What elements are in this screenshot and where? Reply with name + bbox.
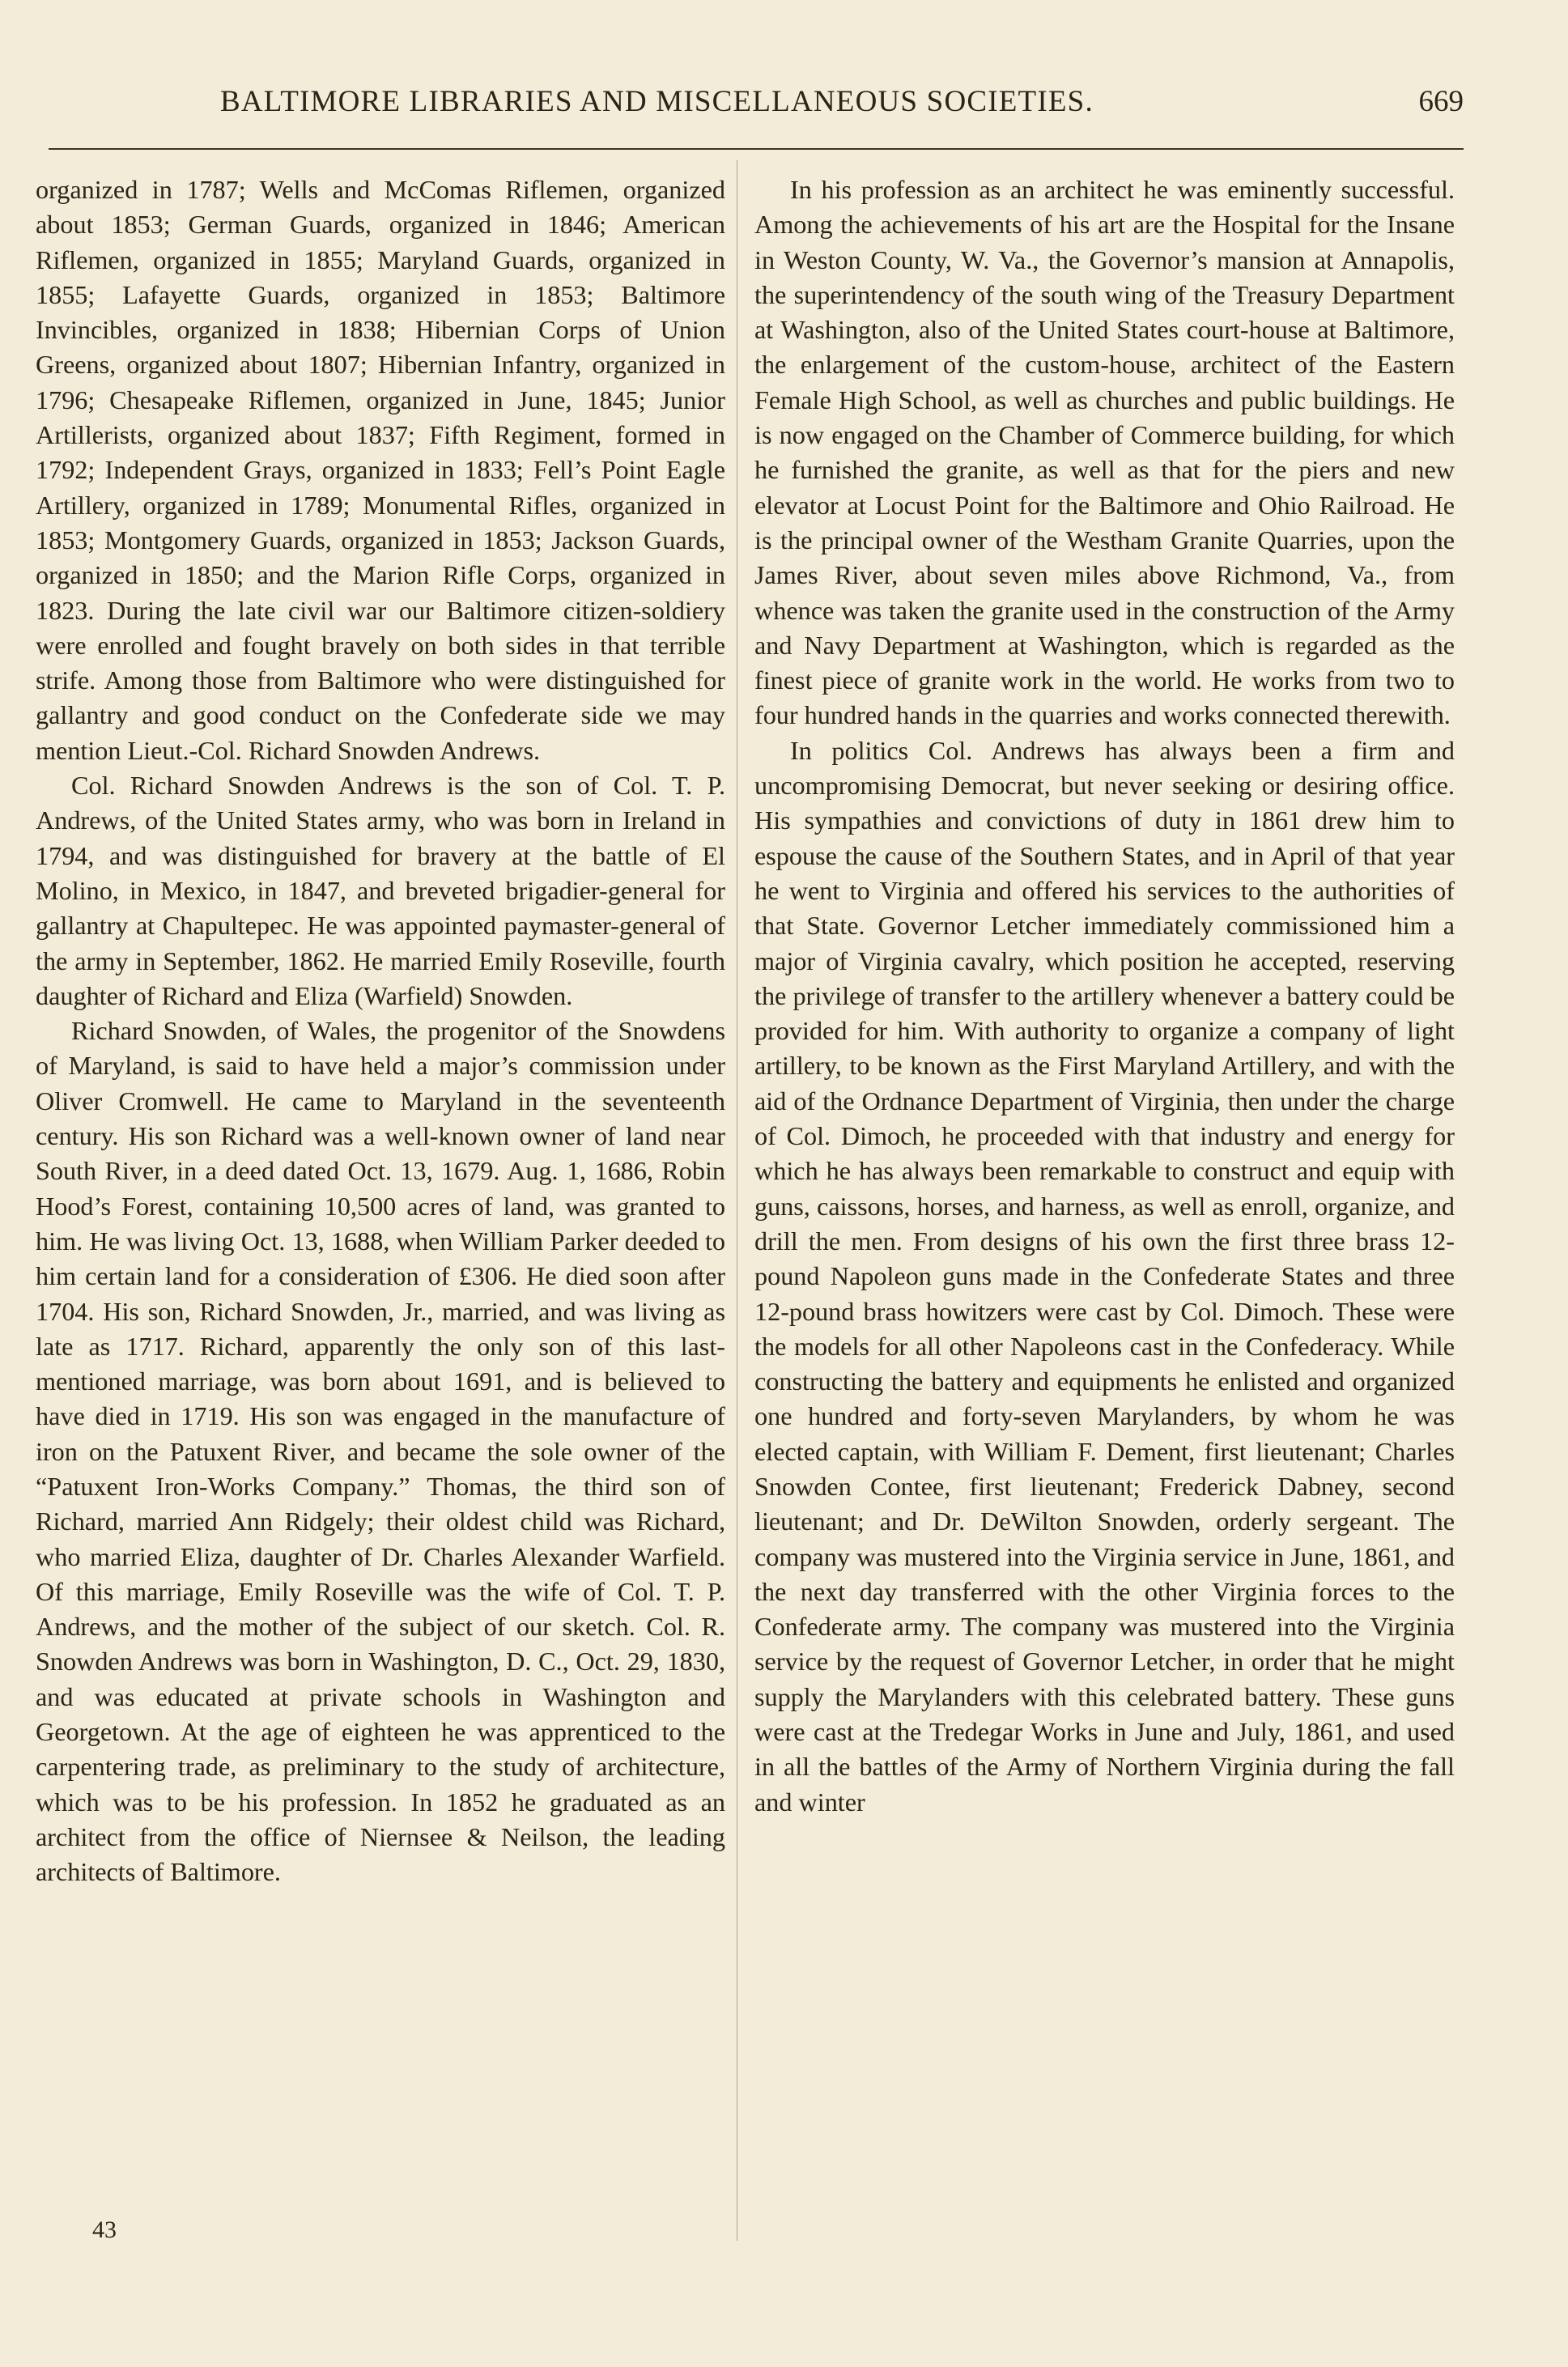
- paragraph: In politics Col. Andrews has always been a firm and uncompromising Democrat, but never seeking or desiring office. His sympathies and convictions of duty in 1861 drew him to espouse the cause of the Southern States, and in April of that year he went to Virginia and offered his services to the authorities of that State. Governor Letcher immediately commissioned him a major of Virginia cavalry, which position he accepted, reserving the privilege of transfer to the artillery whenever a battery could be provided for him. With authority to organize a company of light artillery, to be known as the First Maryland Artillery, and with the aid of the Ordnance Department of Virginia, then under the charge of Col. Dimoch, he proceeded with that industry and energy for which he has always been remarkable to construct and equip with guns, caissons, horses, and harness, as well as enroll, organize, and drill the men. From designs of his own the first three brass 12-pound Napoleon guns made in the Confederate States and three 12-pound brass howitzers were cast by Col. Dimoch. These were the models for all other Napoleons cast in the Confederacy. While constructing the battery and equipments he enlisted and organized one hundred and forty-seven Marylanders, by whom he was elected captain, with William F. Dement, first lieutenant; Charles Snowden Contee, first lieutenant; Frederick Dabney, second lieutenant; and Dr. DeWilton Snowden, orderly sergeant. The company was mustered into the Virginia service in June, 1861, and the next day transferred with the other Virginia forces to the Confederate army. The company was mustered into the Virginia service by the request of Governor Letcher, in order that he might supply the Marylanders with this celebrated battery. These guns were cast at the Tredegar Works in June and July, 1861, and used in all the battles of the Army of Northern Virginia during the fall and winter: [754, 735, 1455, 1817]
- running-header: [49, 84, 1464, 133]
- left-column: [36, 172, 725, 1890]
- page-number: 669: [1418, 85, 1464, 118]
- signature-mark: 43: [92, 2216, 117, 2243]
- paragraph: Richard Snowden, of Wales, the progenitor of the Snowdens of Maryland, is said to have held a major’s commission under Oliver Cromwell. He came to Maryland in the seventeenth century. His son Richard was a well-known owner of land near South River, in a deed dated Oct. 13, 1679. Aug. 1, 1686, Robin Hood’s Forest, containing 10,500 acres of land, was granted to him. He was living Oct. 13, 1688, when William Parker deeded to him certain land for a consideration of £306. He died soon after 1704. His son, Richard Snowden, Jr., married, and was living as late as 1717. Richard, apparently the only son of this last-mentioned marriage, was born about 1691, and is believed to have died in 1719. His son was engaged in the manufacture of iron on the Patuxent River, and became the sole owner of the “Patuxent Iron-Works Company.” Thomas, the third son of Richard, married Ann Ridgely; their oldest child was Richard, who married Eliza, daughter of Dr. Charles Alexander Warfield. Of this marriage, Emily Roseville was the wife of Col. T. P. Andrews, and the mother of the subject of our sketch. Col. R. Snowden Andrews was born in Washington, D. C., Oct. 29, 1830, and was educated at private schools in Washington and Georgetown. At the age of eighteen he was apprenticed to the carpentering trade, as preliminary to the study of architecture, which was to be his profession. In 1852 he graduated as an architect from the office of Niernsee & Neilson, the leading architects of Baltimore.: [36, 1016, 725, 1887]
- paragraph: organized in 1787; Wells and McComas Riflemen, organized about 1853; German Guards, organized in 1846; American Riflemen, organized in 1855; Maryland Guards, organized in 1855; Lafayette Guards, organized in 1853; Baltimore Invincibles, organized in 1838; Hibernian Corps of Union Greens, organized about 1807; Hibernian Infantry, organized in 1796; Chesapeake Riflemen, organized in June, 1845; Junior Artillerists, organized about 1837; Fifth Regiment, formed in 1792; Independent Grays, organized in 1833; Fell’s Point Eagle Artillery, organized in 1789; Monumental Rifles, organized in 1853; Montgomery Guards, organized in 1853; Jackson Guards, organized in 1850; and the Marion Rifle Corps, organized in 1823. During the late civil war our Baltimore citizen-soldiery were enrolled and fought bravely on both sides in that terrible strife. Among those from Baltimore who were distinguished for gallantry and good conduct on the Confederate side we may mention Lieut.-Col. Richard Snowden Andrews.: [36, 175, 725, 765]
- running-title: BALTIMORE LIBRARIES AND MISCELLANEOUS SOCIETIES.: [220, 85, 1094, 118]
- paragraph: In his profession as an architect he was eminently successful. Among the achievements of his art are the Hospital for the Insane in Weston County, W. Va., the Governor’s mansion at Annapolis, the superintendency of the south wing of the Treasury Department at Washington, also of the United States court-house at Baltimore, the enlargement of the custom-house, architect of the Eastern Female High School, as well as churches and public buildings. He is now engaged on the Chamber of Commerce building, for which he furnished the granite, as well as that for the piers and new elevator at Locust Point for the Baltimore and Ohio Railroad. He is the principal owner of the Westham Granite Quarries, upon the James River, about seven miles above Richmond, Va., from whence was taken the granite used in the construction of the Army and Navy Department at Washington, which is regarded as the finest piece of granite work in the world. He works from two to four hundred hands in the quarries and works connected therewith.: [754, 175, 1455, 730]
- right-column: [754, 172, 1455, 1820]
- header-rule: [49, 148, 1464, 150]
- paragraph: Col. Richard Snowden Andrews is the son of Col. T. P. Andrews, of the United States army, who was born in Ireland in 1794, and was distinguished for bravery at the battle of El Molino, in Mexico, in 1847, and breveted brigadier-general for gallantry at Chapultepec. He was appointed paymaster-general of the army in September, 1862. He married Emily Roseville, fourth daughter of Richard and Eliza (Warfield) Snowden.: [36, 771, 725, 1010]
